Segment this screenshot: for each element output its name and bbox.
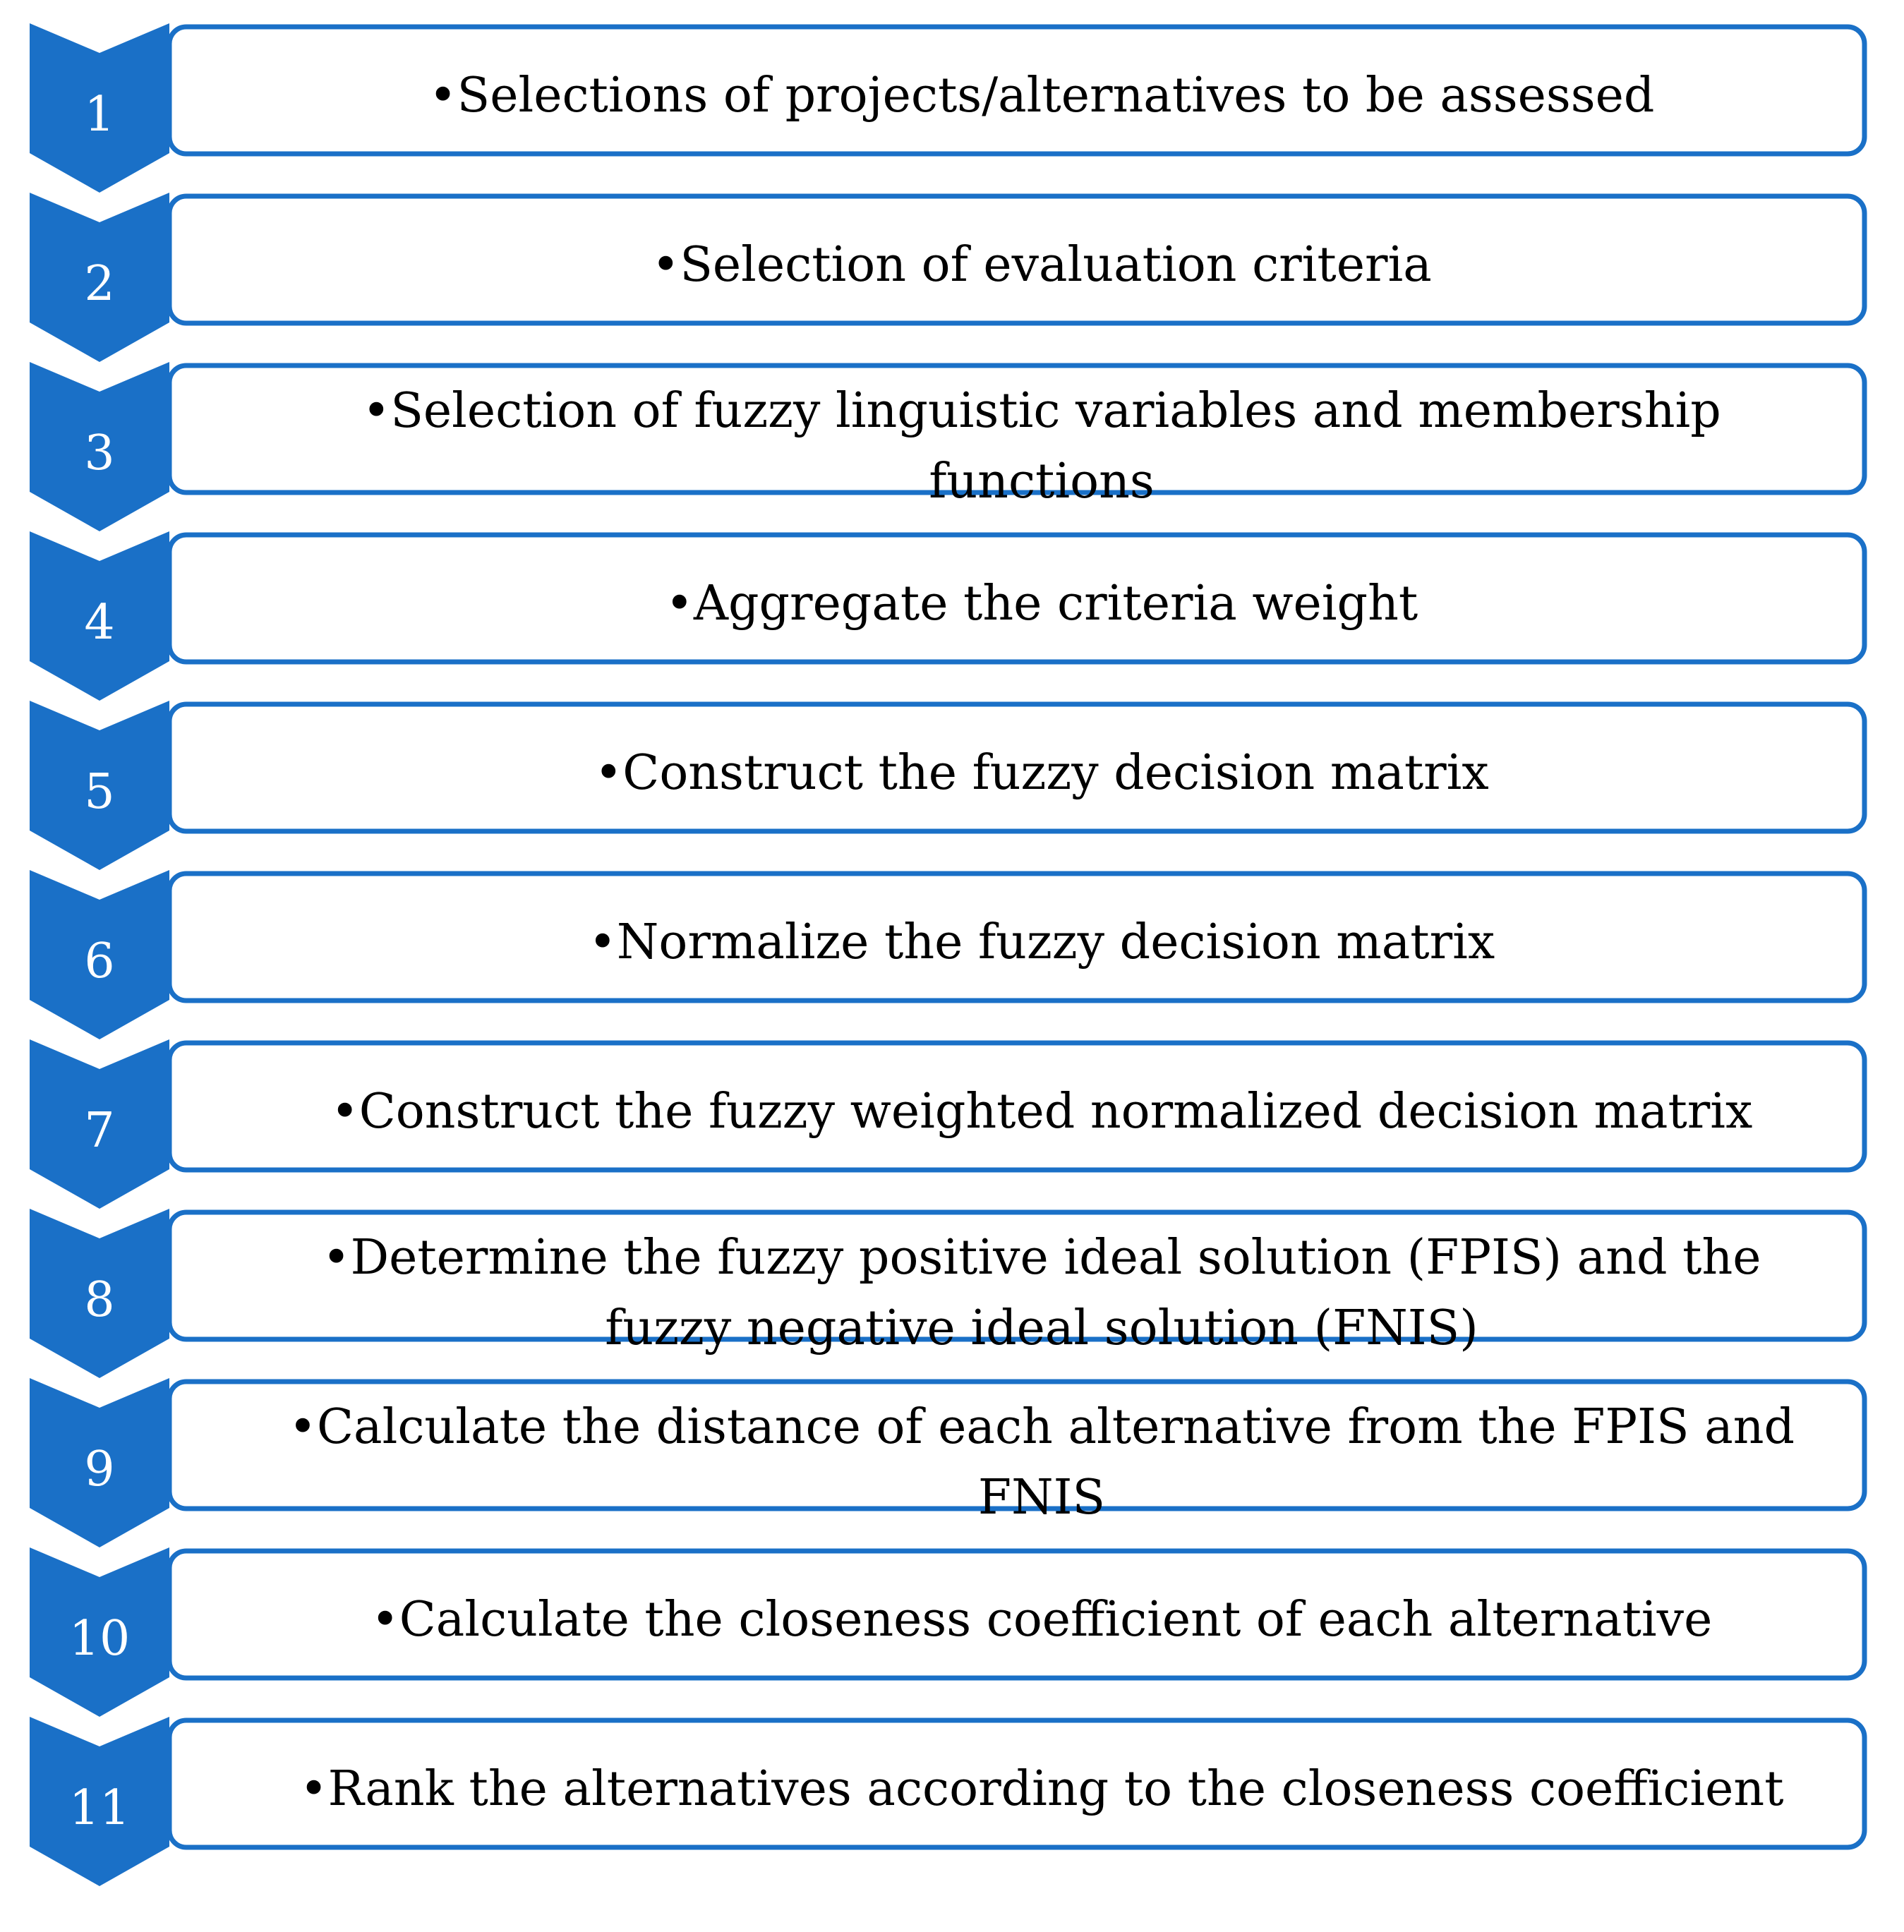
step-label: •Determine the fuzzy positive ideal solution (FPIS) and the: [322, 1230, 1761, 1286]
process-step: [30, 193, 1864, 362]
step-number: 8: [84, 1272, 115, 1328]
process-step: [30, 701, 1864, 870]
step-label: •Aggregate the criteria weight: [665, 576, 1418, 632]
step-number: 11: [68, 1780, 131, 1836]
step-number: 10: [68, 1611, 131, 1667]
step-label: •Construct the fuzzy weighted normalized decision matrix: [330, 1084, 1753, 1140]
process-step: [30, 531, 1864, 701]
step-number: 9: [84, 1442, 115, 1497]
step-number: 5: [84, 764, 115, 820]
process-step: [30, 870, 1864, 1039]
step-label: FNIS: [977, 1470, 1106, 1526]
process-step: [30, 1039, 1864, 1209]
step-label: •Construct the fuzzy decision matrix: [594, 745, 1489, 801]
step-number: 1: [84, 87, 115, 143]
process-step: [30, 23, 1864, 193]
step-label: •Selection of fuzzy linguistic variables and membership: [362, 383, 1721, 439]
step-number: 2: [84, 256, 115, 312]
process-step: [30, 362, 1864, 531]
step-label: •Normalize the fuzzy decision matrix: [588, 914, 1495, 970]
process-step: [30, 1209, 1864, 1378]
step-number: 6: [84, 934, 115, 989]
step-label: •Calculate the closeness coefficient of each alternative: [370, 1592, 1713, 1648]
step-label: fuzzy negative ideal solution (FNIS): [605, 1300, 1478, 1356]
step-label: •Calculate the distance of each alternative from the FPIS and: [288, 1399, 1795, 1455]
process-step: [30, 1717, 1864, 1886]
step-number: 4: [84, 595, 115, 651]
process-step: [30, 1547, 1864, 1717]
process-step: [30, 1378, 1864, 1547]
step-label: •Rank the alternatives according to the closeness coefficient: [299, 1761, 1784, 1817]
step-label: •Selection of evaluation criteria: [651, 237, 1432, 293]
step-number: 3: [84, 425, 115, 481]
step-number: 7: [84, 1103, 115, 1159]
step-label: functions: [929, 454, 1155, 509]
step-label: •Selections of projects/alternatives to be assessed: [428, 68, 1655, 123]
